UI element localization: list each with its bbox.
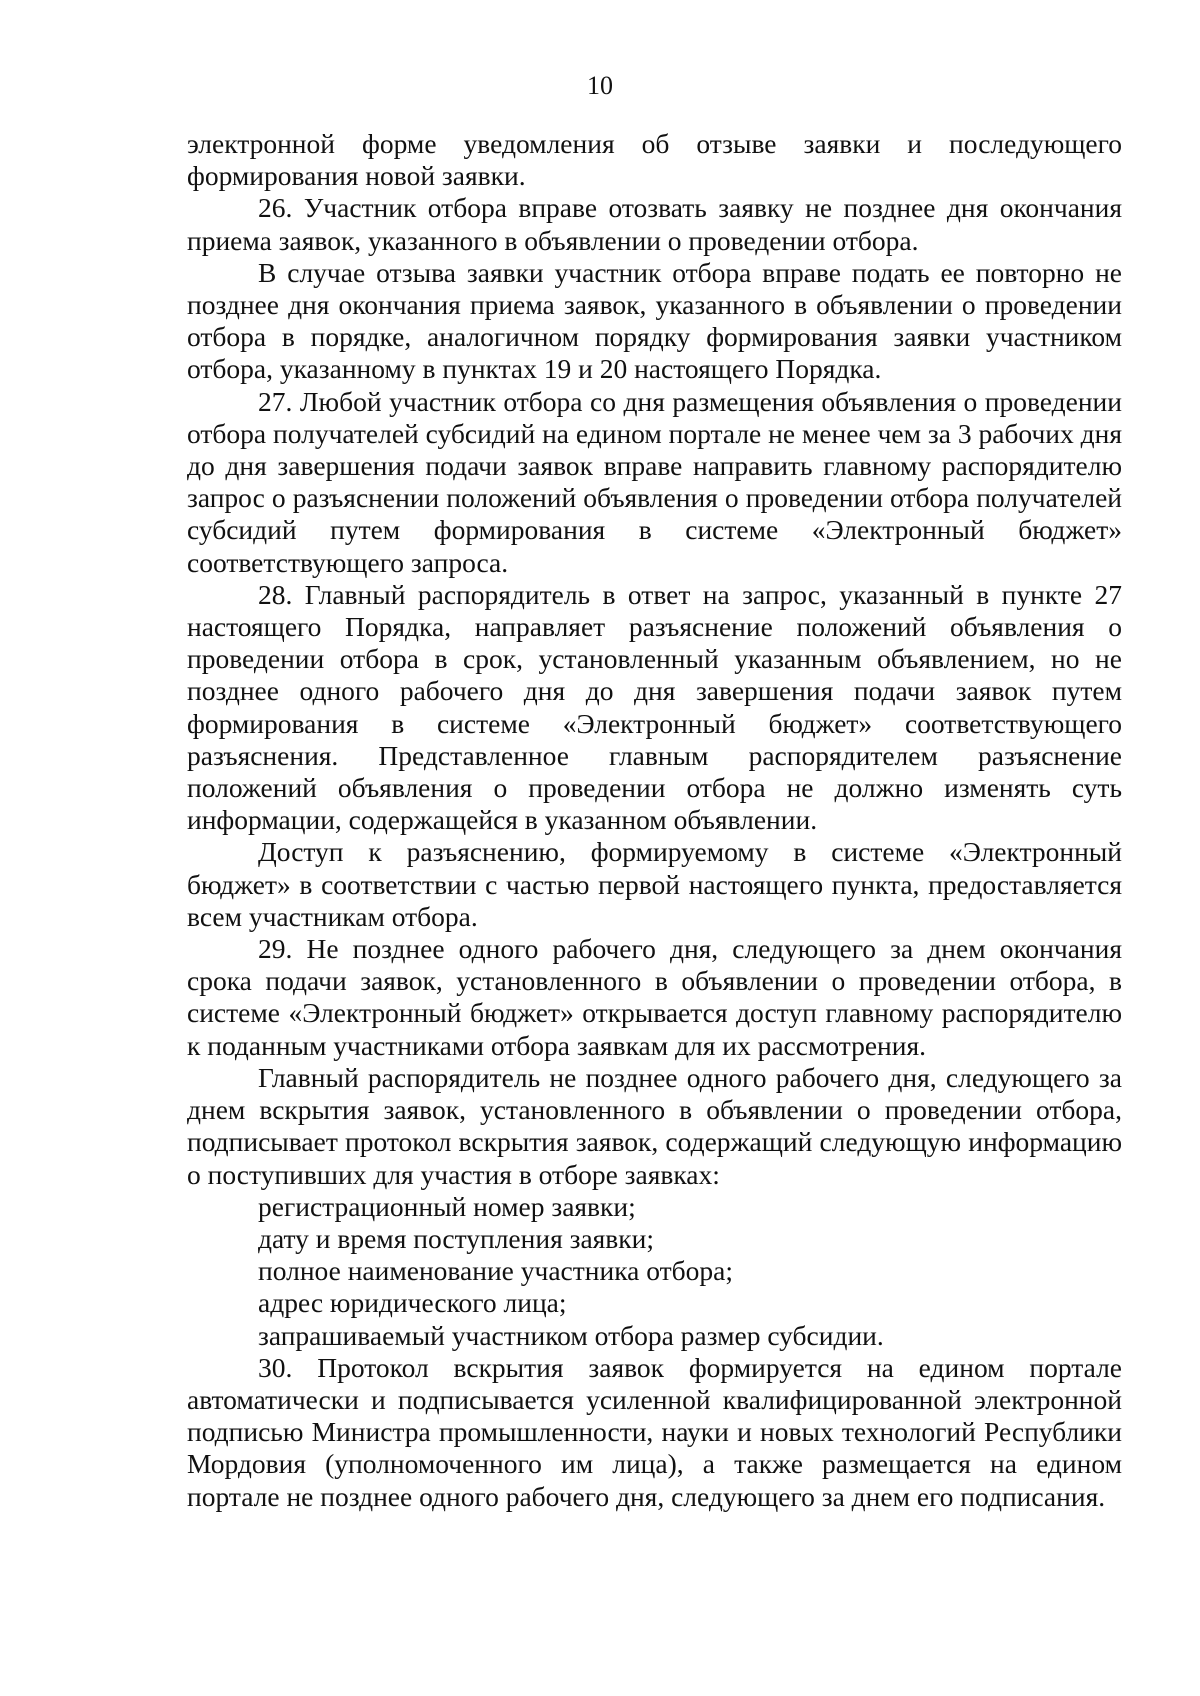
list-item: дату и время поступления заявки; — [258, 1222, 655, 1254]
paragraph-28-access: Доступ к разъяснению, формируемому в системе «Электронный бюджет» в соответствии с частью первой настоящего пункта, предоставляется всем участникам отбора. — [187, 836, 1122, 932]
list-item: полное наименование участника отбора; — [258, 1255, 733, 1287]
paragraph-29: 29. Не позднее одного рабочего дня, следующего за днем окончания срока подачи заявок, установленного в объявлении о проведении отбора, в системе «Электронный бюджет» открывается доступ главному распорядителю к поданным участниками отбора заявкам для их рассмотрения. — [187, 933, 1122, 1061]
paragraph-continuation: электронной форме уведомления об отзыве заявки и последующего формирования новой заявки. — [187, 128, 1122, 192]
paragraph-29-protocol: Главный распорядитель не позднее одного рабочего дня, следующего за днем вскрытия заявок, установленного в объявлении о проведении отбора, подписывает протокол вскрытия заявок, содержащий следующую информацию о поступивших для участия в отборе заявках: — [187, 1061, 1122, 1190]
list-item: адрес юридического лица; — [258, 1287, 567, 1319]
page-number: 10 — [587, 71, 613, 100]
paragraph-26: 26. Участник отбора вправе отозвать заявку не позднее дня окончания приема заявок, указанного в объявлении о проведении отбора. — [187, 192, 1122, 256]
paragraph-30: 30. Протокол вскрытия заявок формируется на едином портале автоматически и подписывается усиленной квалифицированной электронной подписью Министра промышленности, науки и новых технологий Республики Мордовия (уполномоченного им лица), а также размещается на едином портале не позднее одного рабочего дня, следующего за днем его подписания. — [187, 1351, 1122, 1512]
paragraph-27: 27. Любой участник отбора со дня размещения объявления о проведении отбора получателей субсидий на едином портале не менее чем за 3 рабочих дня до дня завершения подачи заявок вправе направить главному распорядителю запрос о разъяснении положений объявления о проведении отбора получателей субсидий путем формирования в системе «Электронный бюджет» соответствующего запроса. — [187, 385, 1122, 578]
document-body — [187, 128, 1122, 1513]
paragraph-28: 28. Главный распорядитель в ответ на запрос, указанный в пункте 27 настоящего Порядка, направляет разъяснение положений объявления о проведении отбора в срок, установленный указанным объявлением, но не позднее одного рабочего дня до дня завершения подачи заявок путем формирования в системе «Электронный бюджет» соответствующего разъяснения. Представленное главным распорядителем разъяснение положений объявления о проведении отбора не должно изменять суть информации, содержащейся в указанном объявлении. — [187, 578, 1122, 836]
list-item: запрашиваемый участником отбора размер субсидии. — [258, 1319, 884, 1351]
list-item: регистрационный номер заявки; — [258, 1190, 636, 1222]
paragraph-26-withdrawal: В случае отзыва заявки участник отбора вправе подать ее повторно не позднее дня окончания приема заявок, указанного в объявлении о проведении отбора в порядке, аналогичном порядку формирования заявки участником отбора, указанному в пунктах 19 и 20 настоящего Порядка. — [187, 256, 1122, 385]
